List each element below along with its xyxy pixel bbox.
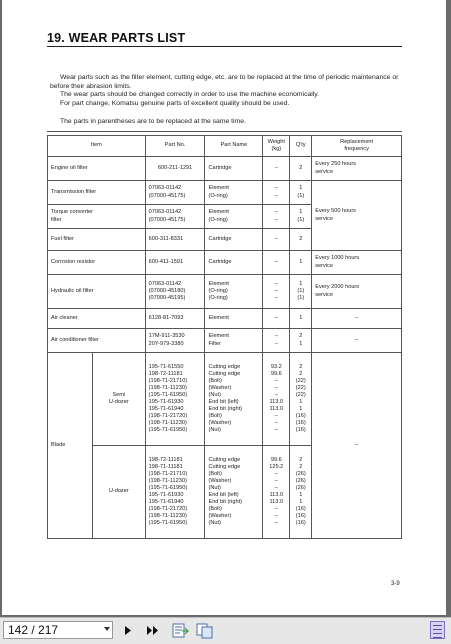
cell-frequency: Every 500 hours service	[312, 181, 402, 251]
cell-weight: – –	[263, 329, 290, 353]
cell-part-no: 07063-01142 (07000-45175)	[145, 205, 205, 229]
table-row	[48, 309, 402, 329]
page-number-input[interactable]	[3, 621, 113, 639]
cell-part-no: 600-311-8331	[145, 229, 205, 251]
cell-part-name: Element (O-ring) (O-ring)	[205, 275, 263, 309]
header-weight: Weight (kg)	[263, 136, 290, 157]
cell-part-name: Cutting edge Cutting edge (Bolt) (Washer) (Nut) End bit (left) End bit (right) (Bolt) (Washer) (Nut)	[205, 353, 263, 446]
cell-part-no: 600-211-1291	[145, 157, 205, 181]
cell-part-name: Cartridge	[205, 157, 263, 181]
table-row	[48, 275, 402, 309]
cell-part-no: 07063-01142 (07000-45175)	[145, 181, 205, 205]
document-page	[2, 0, 446, 615]
cell-qty: 1 (1) (1)	[290, 275, 312, 309]
intro-divider	[47, 131, 402, 132]
cell-qty: 2	[290, 157, 312, 181]
cell-item: Transmission filter	[48, 181, 146, 205]
cell-weight: 93.2 99.6 – – – 113.0 113.0 – – –	[263, 353, 290, 446]
intro-paragraph-3: For part change, Komatsu genuine parts of excellent quality should be used.	[60, 99, 290, 107]
cell-frequency: –	[312, 353, 402, 539]
page-number: 3-9	[391, 581, 400, 587]
cell-qty: 2 1	[290, 329, 312, 353]
cell-frequency: –	[312, 329, 402, 353]
cell-frequency: Every 2000 hours service	[312, 275, 402, 309]
table-row	[48, 157, 402, 181]
table-row	[48, 353, 402, 446]
cell-part-name: Element (O-ring)	[205, 181, 263, 205]
cell-frequency: Every 250 hours service	[312, 157, 402, 181]
cell-subitem: U-dozer	[92, 446, 145, 539]
header-part-no: Part No.	[145, 136, 205, 157]
header-part-name: Part Name	[205, 136, 263, 157]
cell-weight: – –	[263, 205, 290, 229]
cell-weight: –	[263, 309, 290, 329]
cell-item: Air conditioner filter	[48, 329, 146, 353]
intro-paragraph-2: The wear parts should be changed correctly in order to use the machine economically.	[60, 91, 320, 99]
cell-item: Hydraulic oil filter	[48, 275, 146, 309]
cell-part-no: 6128-81-7093	[145, 309, 205, 329]
last-page-icon	[144, 622, 162, 639]
header-qty: Q'ty	[290, 136, 312, 157]
cell-qty: 2 2 (26) (26) (26) 1 1 (16) (16) (16)	[290, 446, 312, 539]
cell-part-name: Cartridge	[205, 251, 263, 275]
copy-button[interactable]	[195, 622, 215, 639]
cell-part-name: Element Filter	[205, 329, 263, 353]
intro-text	[50, 74, 402, 108]
cell-item-blade: Blade	[48, 353, 93, 539]
sidebar-icon[interactable]	[430, 621, 445, 639]
page-indicator: 142 / 217	[8, 623, 59, 637]
cell-item: Fuel filter	[48, 229, 146, 251]
page-title: 19. WEAR PARTS LIST	[47, 31, 186, 45]
cell-weight: –	[263, 251, 290, 275]
cell-item: Torque converter filter	[48, 205, 146, 229]
cell-frequency: Every 1000 hours service	[312, 251, 402, 275]
cell-part-name: Element	[205, 309, 263, 329]
cell-item: Engine oil filter	[48, 157, 146, 181]
table-row	[48, 181, 402, 205]
cell-part-no: 195-71-61550 198-72-11181 (198-71-21710) (198-71-11230) (195-71-61950) 195-71-61930 195-71-61940 (198-71-21720) (198-71-11230) (195-71-61950)	[145, 353, 205, 446]
table-row	[48, 251, 402, 275]
cell-part-name: Cartridge	[205, 229, 263, 251]
cell-qty: 1	[290, 251, 312, 275]
cell-weight: –	[263, 157, 290, 181]
next-page-icon	[121, 622, 135, 639]
cell-qty: 1	[290, 309, 312, 329]
chevron-down-icon[interactable]	[104, 627, 110, 631]
wear-parts-table	[47, 135, 402, 539]
cell-qty: 2	[290, 229, 312, 251]
note-text: The parts in parentheses are to be replaced at the same time.	[60, 118, 246, 125]
cell-part-name: Cutting edge Cutting edge (Bolt) (Washer) (Nut) End bit (left) End bit (right) (Bolt) (Washer) (Nut)	[205, 446, 263, 539]
cell-frequency: –	[312, 309, 402, 329]
cell-part-no: 17M-911-3530 20Y-979-3380	[145, 329, 205, 353]
cell-qty: 1 (1)	[290, 181, 312, 205]
cell-subitem: Semi U-dozer	[92, 353, 145, 446]
title-underline	[47, 46, 402, 47]
copy-icon	[195, 622, 215, 639]
cell-item: Air cleaner	[48, 309, 146, 329]
header-frequency: Replacement frequency	[312, 136, 402, 157]
cell-item: Corrosion resistor	[48, 251, 146, 275]
export-button[interactable]	[170, 622, 190, 639]
cell-part-no: 07063-01142 (07000-45180) (07000-45195)	[145, 275, 205, 309]
intro-paragraph-1: Wear parts such as the filter element, cutting edge, etc. are to be replaced at the time of periodic maintenance or before their abrasion limits.	[50, 74, 399, 90]
cell-qty: 1 (1)	[290, 205, 312, 229]
next-page-button[interactable]	[121, 622, 135, 639]
viewer-toolbar	[0, 617, 451, 644]
cell-weight: – – –	[263, 275, 290, 309]
header-item: Item	[48, 136, 146, 157]
cell-part-name: Element (O-ring)	[205, 205, 263, 229]
table-header-row	[48, 136, 402, 157]
table-row	[48, 329, 402, 353]
cell-weight: –	[263, 229, 290, 251]
cell-part-no: 600-411-1591	[145, 251, 205, 275]
cell-weight: – –	[263, 181, 290, 205]
last-page-button[interactable]	[144, 622, 162, 639]
cell-part-no: 198-72-11181 198-71-11181 (198-71-21710) (198-71-11230) (195-71-61950) 195-71-61930 195-71-61940 (198-71-21720) (198-71-11230) (195-71-61950)	[145, 446, 205, 539]
cell-qty: 2 2 (22) (22) (22) 1 1 (16) (16) (16)	[290, 353, 312, 446]
export-icon	[170, 622, 190, 639]
cell-weight: 99.6 125.2 – – – 113.0 113.0 – – –	[263, 446, 290, 539]
